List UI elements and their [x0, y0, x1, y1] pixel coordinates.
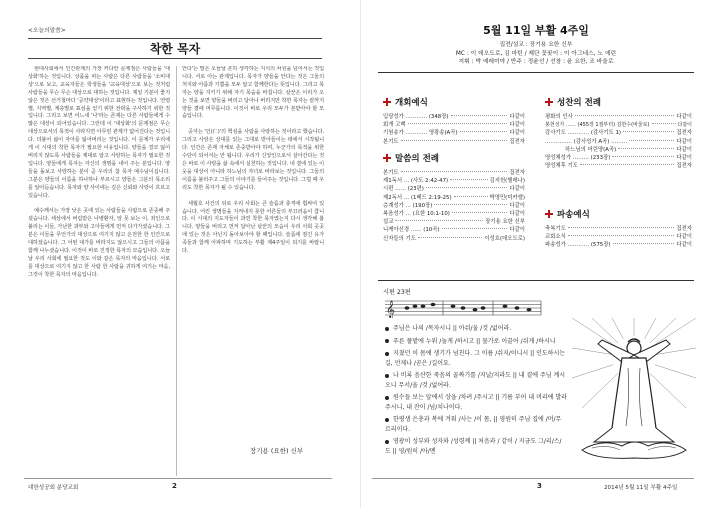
page-title: 착한 목자 [149, 42, 201, 56]
ministers-line: MC : 이 데오도로, 김 마틴 / 제단 꽃꽂이 : 이 아그네스, 노 에린 [455, 50, 617, 57]
bullet-icon [385, 327, 389, 331]
cross-icon [545, 210, 553, 218]
sermon-paragraph: 안다'는 말은 오늘날 흔히 생각하는 지식의 차원을 넘어서는 것입니다. 서로 아는 관계입니다. 목자가 양들을 안다는 것은 그들의 처지와 아픔과 기쁨을 모두 알고 함께한다는 뜻입니다. 그리고 목자는 양을 지키기 위해 자기 목숨을 바칩니다. 삯꾼은 이리가 오는 것을 보면 양들을 버리고 달아나 버리지만 착한 목자는 끝까지 양들 곁에 머무릅니다. 이것이 바로 우리 모두가 본받아야 할 모습입니다. [182, 66, 324, 120]
cross-icon [383, 98, 391, 106]
order-row: 교회소식 다같이 [545, 234, 692, 241]
order-row: 축복기도 집전자 [545, 226, 692, 232]
gathering-title: 개회예식 [383, 96, 525, 108]
service-info [378, 41, 694, 67]
order-row: 제1독서 … (사도 2:42-47) 김지헌(헬레나) [383, 178, 525, 185]
order-row: 니케아신경 …… (10곡) 다같이 [383, 227, 525, 234]
order-row: 봉헌성가 …… (455장 1절부터) 김한수(바울로) 다같이 [545, 122, 692, 129]
word-rows [383, 169, 525, 243]
order-row: 본기도 집전자 [383, 170, 525, 176]
footer-church: 대한성공회 분당교회 [28, 485, 79, 491]
bullet-icon [385, 339, 389, 343]
bullet-icon [385, 440, 389, 444]
psalm-verse: 나 비록 음산한 죽음의 골짜기를 /지날/지라도 || 내 곁에 주님 계시오니 무서/울 /것 /없어라. [385, 372, 566, 389]
svg-text:𝄞: 𝄞 [386, 300, 395, 318]
order-row: 시편 …… (23편) 다같이 [383, 186, 525, 193]
order-row: 영성체성가 ……… (233장) 다같이 [545, 154, 692, 161]
gathering-section [383, 96, 525, 146]
sermon-paragraph: 공자는 '인(仁)'의 핵심을 사람을 사랑하는 것이라고 했습니다. 그리고 사랑은 상대를 있는 그대로 받아들이는 데에서 시작됩니다. 인간은 존재 자체로 존중받아야 하며, 누군가의 목적을 위한 수단이 되어서는 안 됩니다. 우리가 신앙인으로서 살아간다는 것은 바로 이 사랑을 삶 속에서 실천하는 것입니다. 내 곁에 있는 이웃을 대상이 아니라 하느님의 자녀로 바라보는 것입니다. 그들의 이름을 불러주고 그들의 이야기를 들어주는 것입니다. 그럴 때 우리도 착한 목자가 될 수 있습니다. [182, 129, 324, 191]
word-title: 말씀의 전례 [383, 152, 525, 164]
psalm-verses [385, 324, 567, 459]
order-row: 기원송가 ………… 영광송(A곡) 다같이 [383, 130, 525, 137]
psalm-music-staff [383, 298, 543, 318]
order-row: 하느님의 어린양(A곡) 다같이 [565, 146, 692, 153]
order-row: 입당성가 ………… (348장) 다같이 [383, 114, 525, 120]
psalm-rule [378, 280, 694, 281]
dismissal-section [545, 208, 692, 250]
signature: 장기용 (요한) 신부 [250, 447, 304, 455]
risen-christ-illustration [572, 318, 696, 466]
page-spine [360, 0, 361, 508]
sermon-paragraph: 예수께서는 가장 낮은 곳에 있는 사람들을 사람으로 존중해 주셨습니다. 세상에서 버림받은 나병환자, 앞 못 보는 이, 죄인으로 불리는 이들, 가난한 과부와 고아들에게 먼저 다가가셨습니다. 그분은 이들을 무언가의 대상으로 여기지 않고 온전한 한 인간으로 대하셨습니다. 그 어떤 대가를 바라지도 않으시고 그들의 아픔을 함께 나누셨습니다. 이것이 바로 진정한 목자의 모습입니다. 오늘날 우리 사회에 필요한 것도 이와 같은 목자의 마음입니다. 서로를 대상으로 여기지 않고 한 사람 한 사람을 귀하게 여기는 마음, 그것이 착한 목자의 마음입니다. [28, 208, 170, 278]
order-row: 제2독서 … (1베드 2:19-25) 박영민(미카엘) [383, 194, 525, 201]
psalm-verse: 원수들 보는 앞에서 상을 /차려 /주시고 || 기름 부어 내 머리에 발라주시니, 내 잔이 /넘/치나이다. [385, 394, 567, 411]
psalm-verse: 지쳤던 이 몸에 생기가 넘친다. 그 이름 /쉬지/이니시 || 인도하시는 길, 언제나 /곧은 /길이요. [385, 350, 566, 367]
gathering-rows [383, 113, 525, 146]
order-row: 감사기도 ………… (감사기도 1) 집전자 [545, 130, 692, 137]
title-rule [28, 58, 322, 59]
header-tag: <오늘의말씀> [28, 28, 66, 34]
page-number-right: 3 [537, 482, 542, 490]
psalm-verse: 영광이 성부와 성자와 /성령께 || 처음과 / 같이 / 지금도 그/리/스/도 || 영/원히 /아/멘 [385, 438, 562, 455]
column-divider [176, 66, 177, 476]
eucharist-section [545, 96, 692, 170]
sermon-column-1 [28, 66, 170, 478]
psalm-verse: 주님은 나의 /목자시니 || 아쉬/울 /것 /없어라. [385, 324, 567, 334]
cross-icon [545, 98, 553, 106]
header-rule [28, 38, 322, 39]
info-rule [378, 72, 694, 73]
dismissal-rows [545, 225, 692, 250]
footer-date: 2014년 5월 11일 부활 4주일 [604, 485, 678, 491]
dismissal-title: 파송예식 [545, 208, 692, 220]
page-number-left: 2 [172, 482, 177, 490]
order-row: 평화의 인사 다같이 [545, 114, 692, 120]
order-row: 층계성가 … (190장) 다같이 [383, 202, 525, 209]
bullet-icon [385, 374, 389, 378]
order-row: 복음성가 … (요한 10:1-10) 다같이 [383, 210, 525, 217]
cross-icon [383, 154, 391, 162]
sermon-column-2 [182, 66, 324, 446]
order-row: 파송성가 ………… (575장) 다같이 [545, 242, 692, 249]
celebrant-line: 집전/설교 : 장기용 요한 신부 [499, 42, 573, 48]
order-row: 신자들의 기도 이성호(데오도로) [383, 235, 525, 242]
order-row: 본기도 집전자 [383, 138, 525, 145]
bullet-icon [385, 418, 389, 422]
order-row: …………… (감사성가 A곡) ……… 다같이 [545, 138, 692, 145]
order-row: 회개 고백 다같이 [383, 122, 525, 129]
service-title: 5월 11일 부활 4주일 [483, 24, 589, 37]
order-row: 설교 장기용 요한 신부 [383, 219, 525, 226]
psalm-verse: 한평생 은총과 복에 겨워 /사는 /이 몸, || 영원히 주님 집에 /머/무르리이다. [385, 416, 562, 433]
word-section [383, 152, 525, 243]
eucharist-title: 성찬의 전례 [545, 96, 692, 108]
sermon-paragraph: 세월호 사건의 뒤로 우리 사회는 큰 슬픔과 충격에 휩싸여 있습니다. 어린 생명들을 지켜내지 못한 어른들의 부끄러움이 큽니다. 이 시대의 지도자들이 과연 착한 목자였는지 다시 생각해 봅니다. 양들을 버리고 먼저 달아난 삯꾼의 모습이 우리 사회 곳곳에 있는 것은 아닌지 돌아보아야 할 때입니다. 슬픔에 잠긴 유가족들과 함께 아파하며 기도하는 부활 제4주일이 되기를 바랍니다. [182, 200, 324, 255]
bullet-icon [385, 396, 389, 400]
psalm-label: 시편 23편 [383, 289, 411, 296]
psalm-verse: 푸른 풀밭에 누워 /놀게 /하시고 || 물가로 이끌어 /쉬게 /하시니 [385, 337, 567, 347]
footer-rule [372, 478, 694, 479]
sermon-paragraph: 현대사회에서 인간관계의 가장 커다란 문제점은 사람들을 '대상화'하는 것입니다. 상품을 파는 사람은 다른 사람들을 '소비대상'으로 보고, 교육자들은 학생들을 '교육대상'으로 보는 것처럼 사람들을 무슨 무슨 대상으로 대하는 것입니다. 제일 기분이 좋지 않은 것은 선거철마다 '공약대상'이라고 표현하는 것입니다. 연령별, 지역별, 계층별로 표심을 얻기 위한 전략을 구사하기 위한 것입니다. 그리고 보면 어느새 '나'라는 존재는 다른 사람들에게 수많은 대상이 되어있습니다. 그런데 이 '대상화'의 문제점은 무슨 대상으로서의 목적이 사라지면 아무런 관계가 없어진다는 것입니다. 더불어 삶이 자아를 잃어버리는 것입니다. 이 문제가 우리에게 이 시대의 착한 목자가 필요한 이유입니다. 양들을 결코 잃어버리지 않도록 사람들을 제대로 알고 사랑하는 목자가 필요한 것입니다. 양들에게 목자는 자신의 생명을 내어 주는 분입니다. 양들을 돌보고 사랑하는 분이 곧 우리의 참 목자 예수님이십니다. 그분은 양들의 이름을 하나하나 부르시고 양들은 그분의 목소리를 알아듣습니다. 목자와 양 사이에는 깊은 신뢰와 사랑이 흐르고 있습니다. [28, 66, 170, 199]
eucharist-rows [545, 113, 692, 170]
order-row: 영성체후 기도 집전자 [545, 163, 692, 170]
footer-rule [24, 478, 332, 479]
bullet-icon [385, 352, 389, 356]
music-line: 지휘 : 박 예레미야 / 반주 : 정윤선 / 선창 : 윤 요한, 조 바울로 [458, 59, 614, 66]
